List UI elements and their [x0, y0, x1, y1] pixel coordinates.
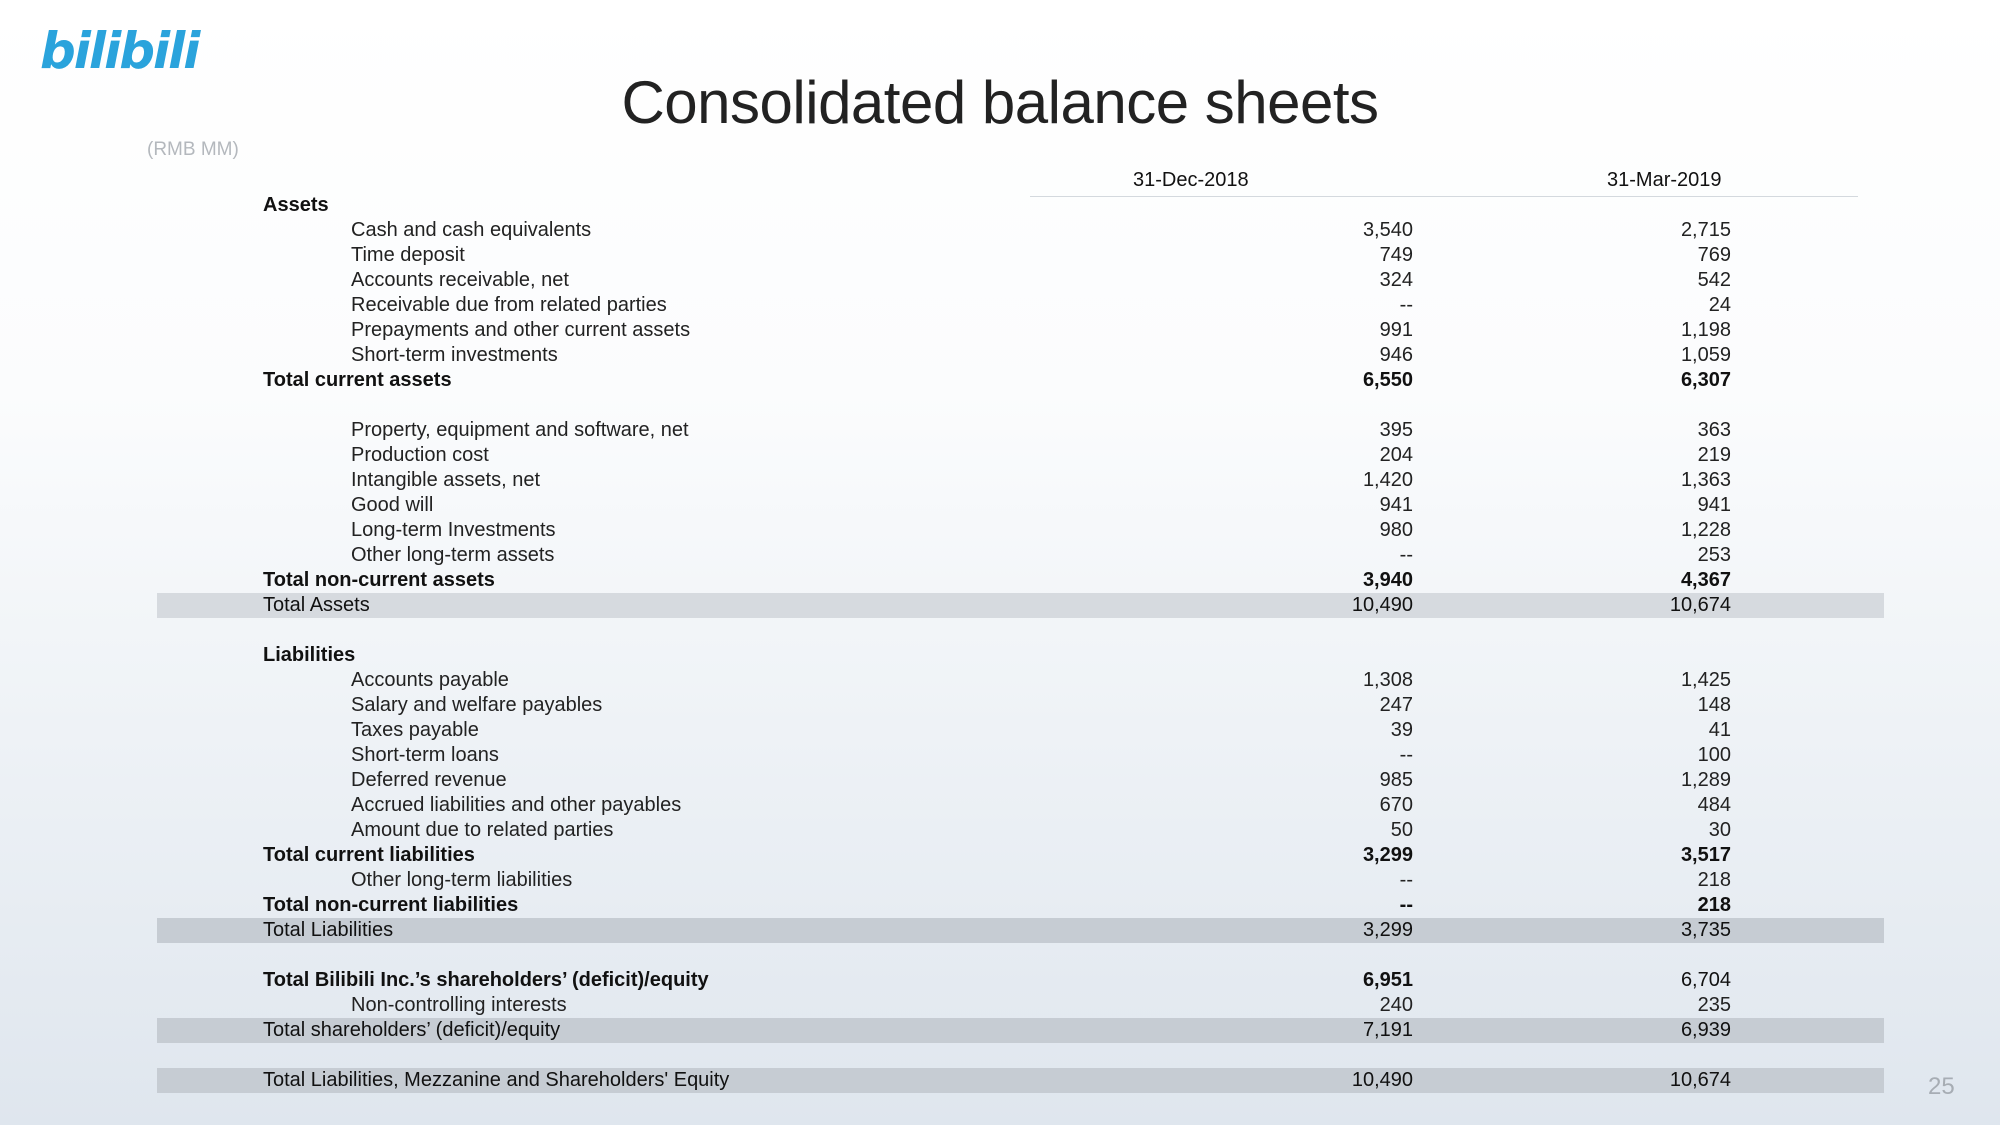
row-label: Non-controlling interests [351, 994, 567, 1016]
value-mar-2019: 1,228 [1680, 519, 1731, 541]
row-label: Total current liabilities [263, 844, 475, 866]
value-mar-2019: 6,307 [1680, 369, 1731, 391]
value-mar-2019: 6,939 [1680, 1019, 1731, 1041]
value-dec-2018: 3,299 [1362, 844, 1413, 866]
row-label: Cash and cash equivalents [351, 219, 592, 241]
table-row [157, 693, 1884, 718]
table-row [157, 268, 1884, 293]
row-label: Long-term Investments [351, 519, 556, 541]
table-row [157, 243, 1884, 268]
table-row-total [157, 843, 1884, 868]
spacer-row [157, 1043, 1884, 1068]
value-mar-2019: 10,674 [1669, 594, 1731, 616]
value-mar-2019: 100 [1697, 744, 1731, 766]
row-label: Accounts receivable, net [351, 269, 569, 291]
value-dec-2018: -- [1399, 894, 1413, 916]
row-label: Short-term investments [351, 344, 558, 366]
value-dec-2018: 749 [1379, 244, 1413, 266]
value-dec-2018: 670 [1379, 794, 1413, 816]
table-row-total [157, 968, 1884, 993]
table-row [157, 193, 1884, 218]
value-mar-2019: 253 [1697, 544, 1731, 566]
value-dec-2018: 991 [1379, 319, 1413, 341]
row-label: Production cost [351, 444, 489, 466]
value-mar-2019: 542 [1697, 269, 1731, 291]
value-dec-2018: 50 [1390, 819, 1413, 841]
row-label: Prepayments and other current assets [351, 319, 691, 341]
value-mar-2019: 1,363 [1680, 469, 1731, 491]
spacer-row [157, 393, 1884, 418]
value-dec-2018: -- [1399, 744, 1413, 766]
row-label: Total shareholders’ (deficit)/equity [263, 1019, 561, 1041]
page-title: Consolidated balance sheets [621, 69, 1379, 136]
column-header-dec-2018: 31-Dec-2018 [1133, 169, 1249, 191]
value-dec-2018: 39 [1390, 719, 1413, 741]
table-row [157, 318, 1884, 343]
value-dec-2018: 204 [1379, 444, 1413, 466]
table-row-grand-total [157, 1018, 1884, 1043]
value-mar-2019: 941 [1697, 494, 1731, 516]
value-mar-2019: 218 [1697, 869, 1731, 891]
table-row-grand-total [157, 1068, 1884, 1093]
table-row [157, 668, 1884, 693]
row-label: Assets [263, 194, 329, 216]
value-dec-2018: -- [1399, 869, 1413, 891]
row-label: Taxes payable [351, 719, 479, 741]
value-dec-2018: 6,550 [1362, 369, 1413, 391]
value-dec-2018: 985 [1379, 769, 1413, 791]
table-row [157, 768, 1884, 793]
row-label: Accrued liabilities and other payables [351, 794, 682, 816]
value-mar-2019: 41 [1708, 719, 1731, 741]
row-label: Property, equipment and software, net [351, 419, 689, 441]
row-label: Total non-current assets [263, 569, 495, 591]
row-label: Intangible assets, net [351, 469, 541, 491]
value-mar-2019: 1,289 [1680, 769, 1731, 791]
table-row-total [157, 368, 1884, 393]
value-mar-2019: 6,704 [1680, 969, 1731, 991]
value-mar-2019: 363 [1697, 419, 1731, 441]
table-row [157, 493, 1884, 518]
value-dec-2018: 3,299 [1362, 919, 1413, 941]
value-dec-2018: 240 [1379, 994, 1413, 1016]
value-dec-2018: 941 [1379, 494, 1413, 516]
row-label: Deferred revenue [351, 769, 507, 791]
value-dec-2018: -- [1399, 544, 1413, 566]
value-dec-2018: 395 [1379, 419, 1413, 441]
table-row [157, 418, 1884, 443]
row-label: Short-term loans [351, 744, 499, 766]
value-mar-2019: 10,674 [1669, 1069, 1731, 1091]
value-mar-2019: 1,425 [1680, 669, 1731, 691]
table-row [157, 993, 1884, 1018]
value-mar-2019: 219 [1697, 444, 1731, 466]
value-dec-2018: 946 [1379, 344, 1413, 366]
table-row [157, 543, 1884, 568]
value-mar-2019: 30 [1708, 819, 1731, 841]
value-mar-2019: 24 [1708, 294, 1731, 316]
bilibili-logo: bilibili [40, 22, 199, 80]
value-mar-2019: 484 [1697, 794, 1731, 816]
table-row [157, 293, 1884, 318]
value-mar-2019: 3,517 [1680, 844, 1731, 866]
value-mar-2019: 4,367 [1680, 569, 1731, 591]
value-mar-2019: 2,715 [1680, 219, 1731, 241]
table-row [157, 793, 1884, 818]
row-label: Other long-term assets [351, 544, 555, 566]
value-dec-2018: 10,490 [1351, 594, 1413, 616]
value-dec-2018: 1,420 [1362, 469, 1413, 491]
row-label: Total Bilibili Inc.’s shareholders’ (deficit)/equity [263, 969, 709, 991]
table-row [157, 518, 1884, 543]
row-label: Total current assets [263, 369, 452, 391]
table-row [157, 818, 1884, 843]
row-label: Total Assets [263, 594, 370, 616]
unit-label: (RMB MM) [147, 139, 239, 160]
value-mar-2019: 148 [1697, 694, 1731, 716]
value-mar-2019: 1,059 [1680, 344, 1731, 366]
table-row [157, 443, 1884, 468]
value-mar-2019: 218 [1697, 894, 1731, 916]
column-header-mar-2019: 31-Mar-2019 [1607, 169, 1722, 191]
value-mar-2019: 235 [1697, 994, 1731, 1016]
row-label: Accounts payable [351, 669, 509, 691]
value-dec-2018: 3,540 [1362, 219, 1413, 241]
value-dec-2018: 10,490 [1351, 1069, 1413, 1091]
row-label: Liabilities [263, 644, 356, 666]
page-number: 25 [1928, 1073, 1955, 1100]
table-row [157, 343, 1884, 368]
spacer-row [157, 943, 1884, 968]
row-label: Total Liabilities, Mezzanine and Shareholders' Equity [263, 1069, 730, 1091]
value-mar-2019: 769 [1697, 244, 1731, 266]
row-label: Amount due to related parties [351, 819, 614, 841]
table-row-grand-total [157, 593, 1884, 618]
balance-sheet-table [157, 193, 1884, 1093]
spacer-row [157, 618, 1884, 643]
table-row [157, 643, 1884, 668]
table-row [157, 743, 1884, 768]
row-label: Total non-current liabilities [263, 894, 519, 916]
table-row-grand-total [157, 918, 1884, 943]
value-dec-2018: 7,191 [1362, 1019, 1413, 1041]
value-mar-2019: 1,198 [1680, 319, 1731, 341]
table-row-total [157, 893, 1884, 918]
value-dec-2018: 3,940 [1362, 569, 1413, 591]
table-row [157, 718, 1884, 743]
value-mar-2019: 3,735 [1680, 919, 1731, 941]
value-dec-2018: -- [1399, 294, 1413, 316]
value-dec-2018: 6,951 [1362, 969, 1413, 991]
row-label: Good will [351, 494, 434, 516]
table-row [157, 868, 1884, 893]
value-dec-2018: 324 [1379, 269, 1413, 291]
row-label: Time deposit [351, 244, 465, 266]
row-label: Receivable due from related parties [351, 294, 667, 316]
value-dec-2018: 980 [1379, 519, 1413, 541]
row-label: Salary and welfare payables [351, 694, 603, 716]
row-label: Total Liabilities [263, 919, 394, 941]
table-row [157, 468, 1884, 493]
table-row [157, 218, 1884, 243]
value-dec-2018: 1,308 [1362, 669, 1413, 691]
row-label: Other long-term liabilities [351, 869, 573, 891]
value-dec-2018: 247 [1379, 694, 1413, 716]
table-row-total [157, 568, 1884, 593]
